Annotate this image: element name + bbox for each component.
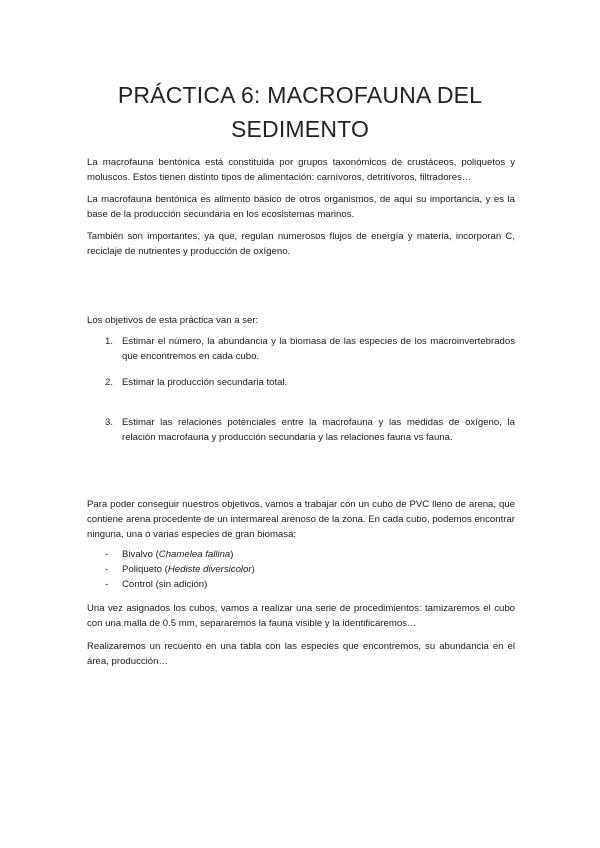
- page-title: [60, 78, 540, 146]
- species-suffix: ): [251, 564, 255, 575]
- list-text: Estimar el número, la abundancia y la biomasa de las especies de los macroinvertebrados que encontremos en cada cubo.: [122, 336, 515, 362]
- list-text: Estimar las relaciones potenciales entre la macrofauna y las medidas de oxígeno, la relación macrofauna y producción secundaria y las relaciones fauna vs fauna.: [122, 417, 515, 443]
- title-line-2: SEDIMENTO: [230, 116, 370, 142]
- list-number: 2.: [105, 377, 114, 388]
- species-label: Bivalvo (: [122, 549, 159, 560]
- list-dash: -: [105, 549, 109, 560]
- list-number: 3.: [105, 417, 114, 428]
- species-label: Poliqueto (: [122, 564, 168, 575]
- functions-paragraph: También son importantes, ya que, regulan numerosos flujos de energía y materia, incorporan C, reciclaje de nutrientes y producción de oxígeno.: [87, 231, 515, 257]
- list-item: [87, 547, 515, 562]
- list-text: [122, 562, 255, 577]
- species-list: [87, 547, 515, 592]
- procedure-paragraph: Una vez asignados los cubos, vamos a realizar una serie de procedimientos: tamizaremos el cubo con una malla de 0.5 mm, separaremos la fauna visible y la identificaremos…: [87, 603, 515, 629]
- list-number: 1.: [105, 336, 114, 347]
- list-dash: -: [105, 564, 109, 575]
- list-item: [87, 577, 515, 592]
- title-line-1: PRÁCTICA 6: MACROFAUNA DEL: [117, 82, 483, 108]
- species-scientific-name: Hediste diversicolor: [167, 564, 252, 575]
- species-label: Control (sin adición): [122, 579, 208, 590]
- list-text: [122, 577, 207, 592]
- list-text: [122, 547, 233, 562]
- objectives-intro: Los objetivos de esta práctica van a ser:: [87, 315, 259, 326]
- list-dash: -: [105, 579, 109, 590]
- species-scientific-name: Chamelea fallina: [158, 549, 231, 560]
- method-paragraph: Para poder conseguir nuestros objetivos, vamos a trabajar con un cubo de PVC lleno de arena, que contiene arena procedente de un intermareal arenoso de la zona. En cada cubo, podemos encontrar ninguna, una o varias especies de gran biomasa:: [87, 499, 515, 540]
- importance-paragraph: La macrofauna bentónica es alimento básico de otros organismos, de aquí su importancia, y es la base de la producción secundaria en los ecosistemas marinos.: [87, 194, 515, 220]
- list-item: [87, 562, 515, 577]
- intro-paragraph: La macrofauna bentónica está constituida por grupos taxonómicos de crustáceos, poliquetos y moluscos. Estos tienen distinto tipos de alimentación: carnívoros, detritívoros, filtradores…: [87, 157, 515, 183]
- list-text: Estimar la producción secundaria total.: [122, 377, 288, 388]
- final-paragraph: Realizaremos un recuento en una tabla con las especies que encontremos, su abundancia en el área, producción…: [87, 641, 515, 667]
- species-suffix: ): [230, 549, 234, 560]
